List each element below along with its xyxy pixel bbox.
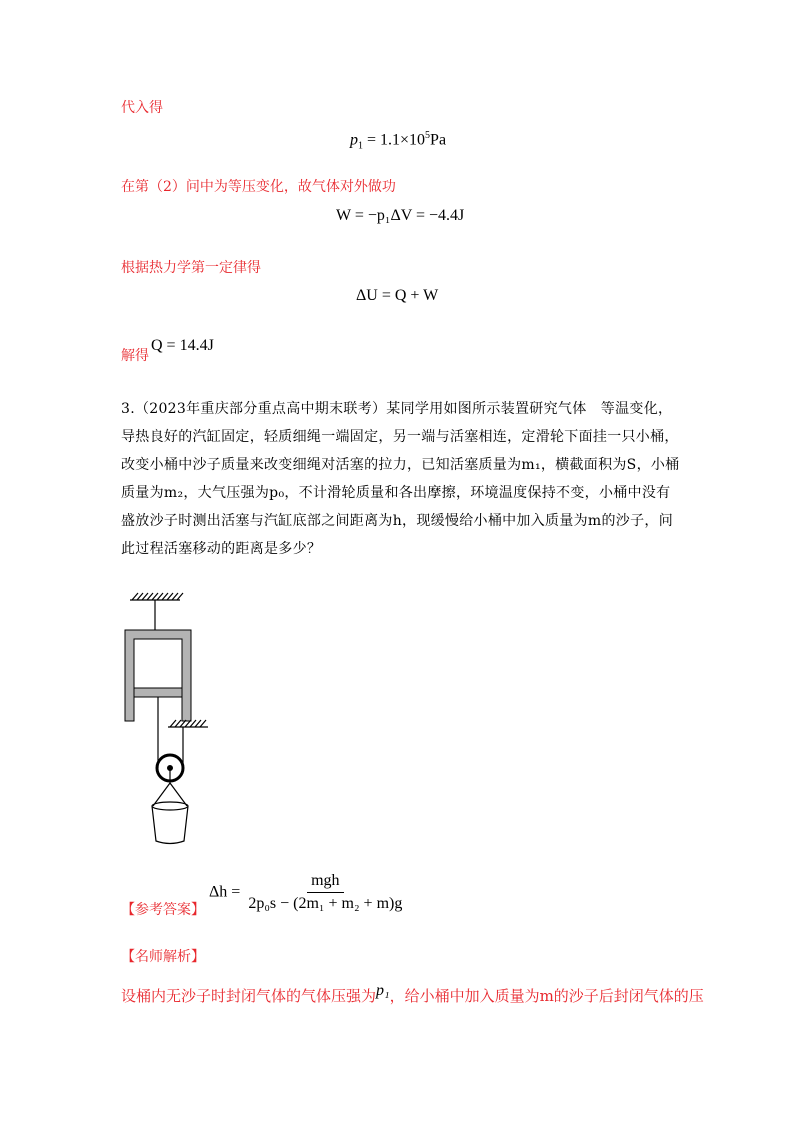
problem-source: （2023年重庆部分重点高中期末联考） (134, 401, 387, 417)
equation-delta-u: ΔU = Q + W (356, 287, 439, 304)
equation-work: W = −p₁ΔV = −4.4J (336, 207, 465, 224)
apparatus-figure (118, 590, 210, 852)
p1-rest: = 1.1×10 (363, 131, 426, 149)
substitute-line: 代入得 (121, 100, 163, 116)
analysis-after: ，给小桶中加入质量为m的沙子后封闭气体的压 (389, 987, 704, 1005)
equation-q: Q = 14.4J (151, 337, 214, 354)
answer-numerator: mgh (307, 872, 343, 893)
answer-lhs: Δh = (209, 883, 241, 901)
isobaric-line: 在第（2）问中为等压变化，故气体对外做功 (121, 179, 396, 195)
equation-p1 (350, 130, 446, 152)
problem-3 (121, 395, 681, 563)
analysis-text (121, 982, 704, 1005)
answer-denominator: 2p₀s − (2m₁ + m₂ + m)g (248, 895, 403, 912)
p1-var: p (350, 131, 358, 149)
piston (134, 688, 182, 697)
answer-fraction (244, 872, 406, 913)
bucket (152, 770, 188, 844)
ceiling-support (130, 593, 183, 630)
first-law-line: 根据热力学第一定律得 (121, 260, 261, 276)
answer-formula (209, 872, 406, 913)
analysis-before: 设桶内无沙子时封闭气体的气体压强为 (121, 987, 377, 1005)
analysis-label: 【名师解析】 (121, 949, 205, 965)
solve-line: 解得 (121, 348, 149, 364)
problem-number: 3. (121, 401, 135, 417)
answer-label: 【参考答案】 (121, 902, 205, 918)
p1-sub: 1 (358, 140, 363, 152)
pulley-support (168, 720, 208, 768)
problem-text: 某同学用如图所示装置研究气体 等温变化，导热良好的汽缸固定，轻质细绳一端固定，另一端与活塞相连，定滑轮下面挂一只小桶，改变小桶中沙子质量来改变细绳对活塞的拉力，已知活塞质量为m₁，横截面积为S，小桶质量为m₂，大气压强为p₀，不计滑轮质量和各出摩擦，环境温度保持不变，小桶中没有盛放沙子时测出活塞与汽缸底部之间距离为h，现缓慢给小桶中加入质量为m的沙子，问此过程活塞移动的距离是多少？ (121, 401, 680, 557)
analysis-var: p₁ (376, 982, 390, 999)
p1-unit: Pa (430, 131, 447, 149)
p1-exp: 5 (425, 130, 431, 141)
